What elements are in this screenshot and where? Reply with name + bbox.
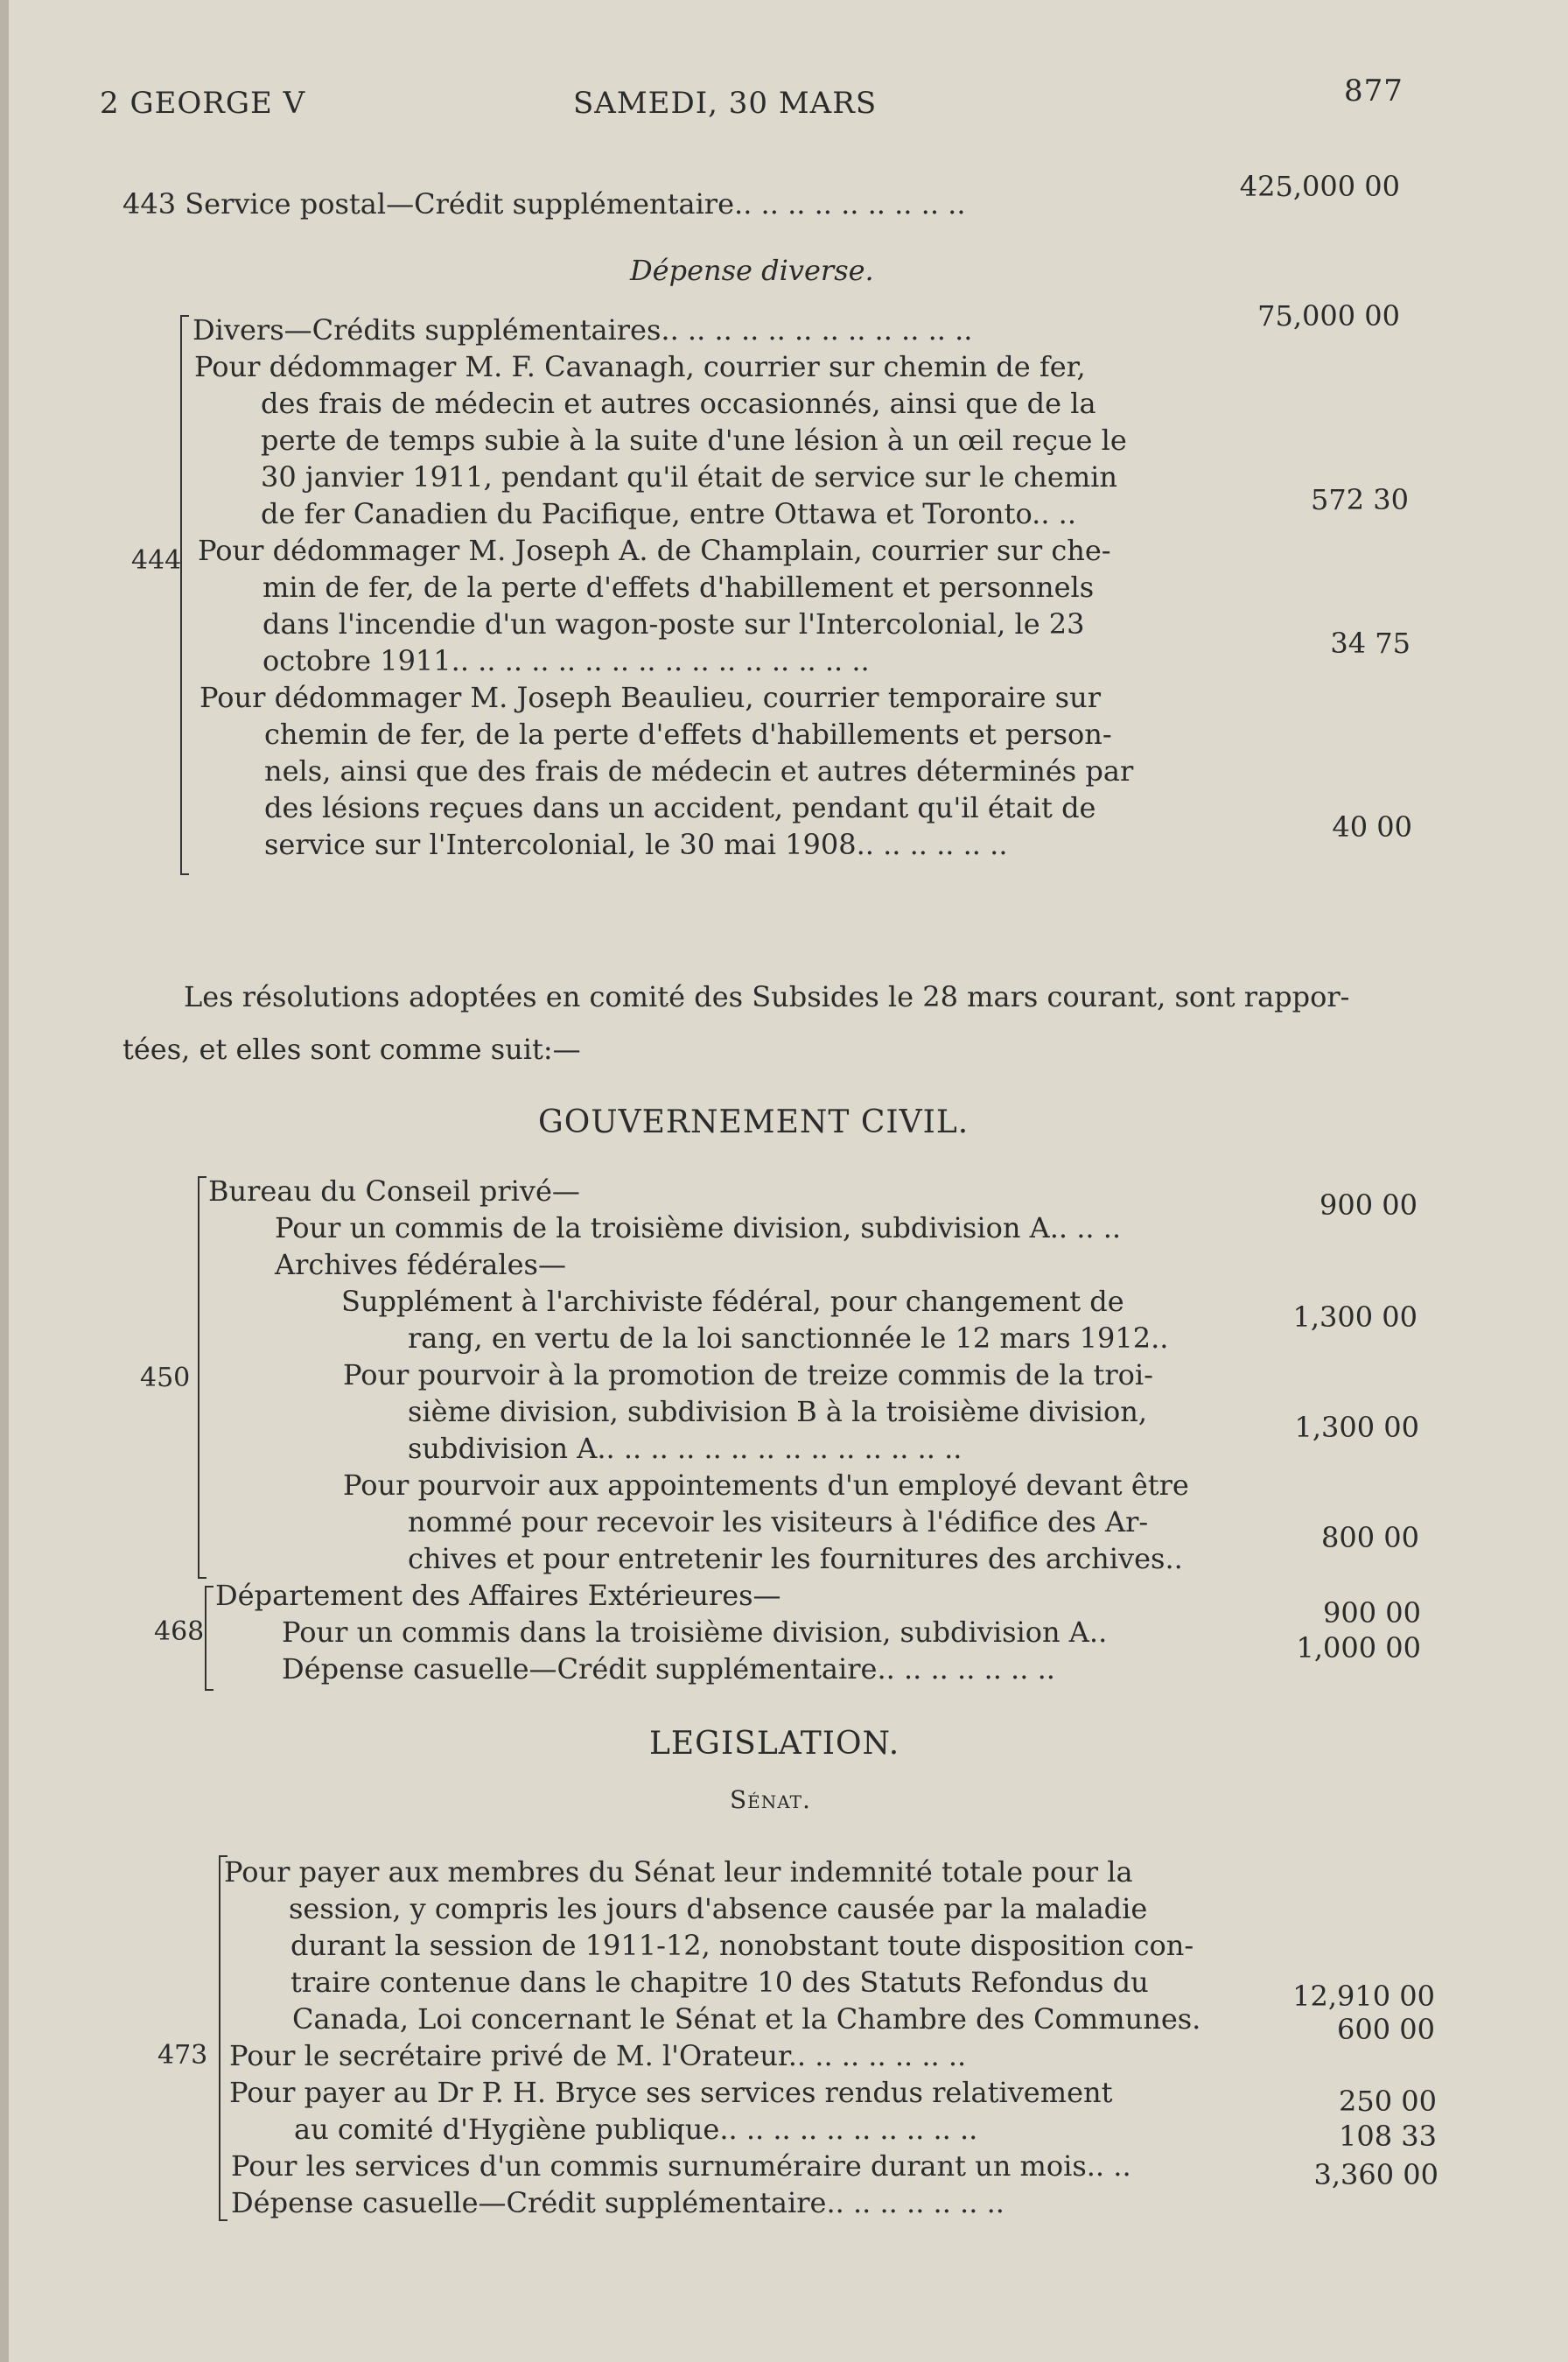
item-444-line-11: Pour dédommager M. Joseph Beaulieu, courrier temporaire sur bbox=[200, 681, 1101, 714]
resolutions-line-2: tées, et elles sont comme suit:— bbox=[122, 1033, 581, 1066]
item-450-line-1: Bureau du Conseil privé— bbox=[208, 1174, 580, 1208]
item-444-amount-3: 34 75 bbox=[1330, 627, 1410, 660]
item-444-line-14: des lésions reçues dans un accident, pendant qu'il était de bbox=[264, 791, 1096, 824]
item-444-line-2: Pour dédommager M. F. Cavanagh, courrier sur chemin de fer, bbox=[194, 350, 1086, 383]
item-450-line-3: Archives fédérales— bbox=[275, 1248, 566, 1281]
item-473-amount-2: 600 00 bbox=[1337, 2013, 1435, 2046]
item-450-brace bbox=[198, 1176, 210, 1579]
item-468-line-2: Pour un commis dans la troisième division, subdivision A.. bbox=[282, 1616, 1108, 1649]
item-473-line-1: Pour payer aux membres du Sénat leur indemnité totale pour la bbox=[224, 1855, 1133, 1889]
item-444-line-12: chemin de fer, de la perte d'effets d'habillements et person- bbox=[264, 718, 1112, 751]
item-444-brace bbox=[180, 315, 192, 875]
item-473-line-7: Pour payer au Dr P. H. Bryce ses services rendus relativement bbox=[229, 2076, 1113, 2109]
item-468-line-3: Dépense casuelle—Crédit supplémentaire.. .. .. .. .. .. .. bbox=[282, 1652, 1055, 1686]
item-450-line-8: subdivision A.. .. .. .. .. .. .. .. .. .. .. .. .. .. bbox=[408, 1432, 962, 1465]
item-473-line-3: durant la session de 1911-12, nonobstant toute disposition con- bbox=[290, 1929, 1194, 1962]
item-444-line-3: des frais de médecin et autres occasionnés, ainsi que de la bbox=[261, 387, 1096, 420]
item-473-line-8: au comité d'Hygiène publique.. .. .. .. .. .. .. .. .. .. bbox=[294, 2113, 978, 2146]
header-left: 2 GEORGE V bbox=[100, 86, 306, 121]
item-444-number: 444 bbox=[131, 545, 182, 576]
item-450-line-6: Pour pourvoir à la promotion de treize commis de la troi- bbox=[343, 1358, 1153, 1391]
item-450-amount-2: 1,300 00 bbox=[1292, 1300, 1418, 1334]
page-edge bbox=[0, 0, 9, 2362]
item-443-text: 443 Service postal—Crédit supplémentaire.. .. .. .. .. .. .. .. .. bbox=[122, 187, 966, 221]
item-450-line-2: Pour un commis de la troisième division, subdivision A.. .. .. bbox=[275, 1211, 1122, 1244]
item-444-line-5: 30 janvier 1911, pendant qu'il était de service sur le chemin bbox=[261, 460, 1117, 494]
item-450-line-11: chives et pour entretenir les fournitures des archives.. bbox=[408, 1542, 1183, 1575]
item-444-amount-2: 572 30 bbox=[1311, 483, 1409, 516]
resolutions-line-1: Les résolutions adoptées en comité des Subsides le 28 mars courant, sont rappor- bbox=[184, 980, 1350, 1013]
item-450-line-7: sième division, subdivision B à la troisième division, bbox=[408, 1395, 1148, 1428]
legislation-title: LEGISLATION. bbox=[649, 1726, 900, 1762]
item-450-amount-3: 1,300 00 bbox=[1294, 1411, 1419, 1444]
item-444-line-4: perte de temps subie à la suite d'une lésion à un œil reçue le bbox=[261, 424, 1127, 457]
item-444-amount-1: 75,000 00 bbox=[1257, 299, 1400, 333]
item-473-amount-4: 108 33 bbox=[1339, 2120, 1437, 2153]
item-450-amount-1: 900 00 bbox=[1320, 1188, 1418, 1222]
item-473-line-9: Pour les services d'un commis surnuméraire durant un mois.. .. bbox=[231, 2149, 1131, 2183]
item-468-amount-2: 1,000 00 bbox=[1296, 1631, 1421, 1665]
item-444-line-13: nels, ainsi que des frais de médecin et autres déterminés par bbox=[264, 754, 1134, 788]
item-473-line-4: traire contenue dans le chapitre 10 des Statuts Refondus du bbox=[290, 1966, 1149, 1999]
gouvernement-civil-title: GOUVERNEMENT CIVIL. bbox=[538, 1104, 970, 1140]
item-444-line-7: Pour dédommager M. Joseph A. de Champlain, courrier sur che- bbox=[198, 534, 1111, 567]
item-444-amount-4: 40 00 bbox=[1332, 810, 1412, 844]
item-473-amount-1: 12,910 00 bbox=[1292, 1980, 1435, 2013]
depense-diverse-title: Dépense diverse. bbox=[630, 254, 874, 287]
item-450-line-9: Pour pourvoir aux appointements d'un employé devant être bbox=[343, 1468, 1189, 1502]
item-473-number: 473 bbox=[158, 2040, 208, 2071]
item-444-line-1: Divers—Crédits supplémentaires.. .. .. .. .. .. .. .. .. .. .. .. bbox=[192, 313, 973, 347]
item-450-line-5: rang, en vertu de la loi sanctionnée le 12 mars 1912.. bbox=[408, 1321, 1169, 1355]
item-444-line-15: service sur l'Intercolonial, le 30 mai 1908.. .. .. .. .. .. bbox=[264, 828, 1008, 861]
item-468-number: 468 bbox=[154, 1616, 205, 1647]
item-444-line-9: dans l'incendie d'un wagon-poste sur l'Intercolonial, le 23 bbox=[262, 607, 1085, 641]
item-473-line-5: Canada, Loi concernant le Sénat et la Chambre des Communes. bbox=[292, 2002, 1201, 2036]
item-444-line-6: de fer Canadien du Pacifique, entre Ottawa et Toronto.. .. bbox=[261, 497, 1077, 530]
item-444-line-10: octobre 1911.. .. .. .. .. .. .. .. .. .. .. .. .. .. .. .. bbox=[262, 644, 870, 677]
item-468-amount-1: 900 00 bbox=[1323, 1596, 1421, 1630]
senat-subtitle: Sénat. bbox=[730, 1785, 811, 1814]
item-473-line-10: Dépense casuelle—Crédit supplémentaire.. .. .. .. .. .. .. bbox=[231, 2186, 1004, 2219]
item-468-line-1: Département des Affaires Extérieures— bbox=[215, 1579, 781, 1612]
item-450-line-4: Supplément à l'archiviste fédéral, pour changement de bbox=[341, 1285, 1124, 1318]
item-444-line-8: min de fer, de la perte d'effets d'habillement et personnels bbox=[262, 571, 1095, 604]
item-450-line-10: nommé pour recevoir les visiteurs à l'édifice des Ar- bbox=[408, 1505, 1149, 1538]
item-473-line-2: session, y compris les jours d'absence causée par la maladie bbox=[289, 1892, 1148, 1925]
header-center: SAMEDI, 30 MARS bbox=[573, 86, 878, 121]
item-473-line-6: Pour le secrétaire privé de M. l'Orateur.. .. .. .. .. .. .. bbox=[229, 2039, 967, 2072]
item-443-amount: 425,000 00 bbox=[1239, 170, 1400, 203]
page-number: 877 bbox=[1344, 74, 1404, 109]
item-450-number: 450 bbox=[140, 1363, 191, 1393]
item-450-amount-4: 800 00 bbox=[1321, 1521, 1419, 1554]
item-473-amount-5: 3,360 00 bbox=[1313, 2158, 1438, 2191]
item-473-amount-3: 250 00 bbox=[1339, 2085, 1437, 2118]
